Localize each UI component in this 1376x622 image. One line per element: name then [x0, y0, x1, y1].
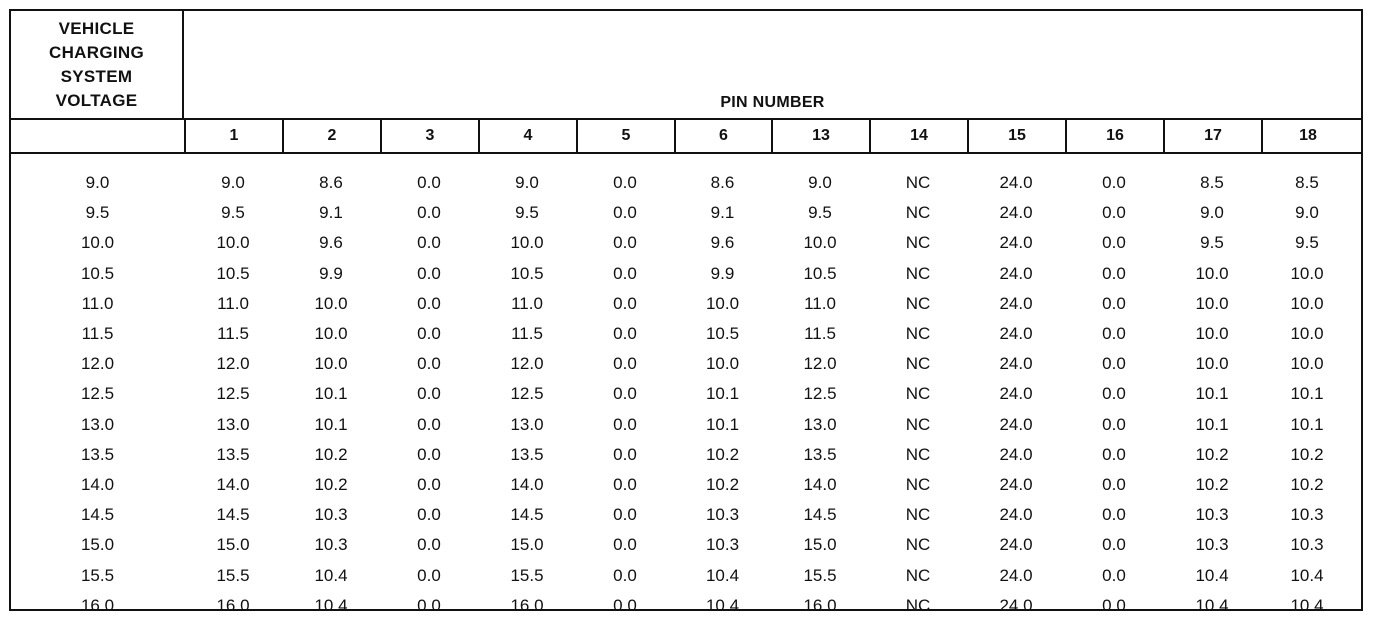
pin-value-cell: 10.1 [314, 414, 348, 434]
voltage-table [9, 9, 1363, 615]
pin-header-cell: 18 [1261, 120, 1353, 152]
pin-value-cell: 0.0 [613, 414, 637, 434]
pin-value-cell: 12.0 [216, 354, 250, 374]
pin-value-cell: 10.4 [314, 565, 348, 585]
pin-value-cell: 10.0 [1290, 263, 1324, 283]
pin-value-cell: 11.5 [511, 324, 543, 344]
table-row [11, 591, 1361, 621]
pin-value-cell: 10.4 [1290, 565, 1324, 585]
pin-value-cell: 14.5 [216, 505, 250, 525]
pin-value-cell: 10.3 [1290, 505, 1324, 525]
pin-header-cell: 6 [674, 120, 771, 152]
pin-value-cell: 0.0 [1102, 354, 1126, 374]
pin-value-cell: 10.0 [314, 354, 348, 374]
pin-value-cell: 13.5 [803, 444, 837, 464]
pin-value-cell: 0.0 [613, 354, 637, 374]
pin-value-cell: 14.5 [803, 505, 837, 525]
pin-value-cell: NC [905, 293, 931, 313]
pin-value-cell: 0.0 [613, 324, 637, 344]
pin-value-cell: 13.5 [216, 444, 250, 464]
voltage-cell: 13.5 [80, 444, 115, 464]
pin-value-cell: 16.0 [510, 595, 544, 615]
pin-value-cell: 15.0 [216, 535, 250, 555]
pin-value-cell: 0.0 [417, 474, 441, 494]
pin-value-cell: 10.3 [1195, 535, 1229, 555]
pin-value-cell: 10.5 [510, 263, 544, 283]
pin-value-cell: 10.0 [803, 233, 837, 253]
pin-value-cell: 10.2 [705, 444, 740, 464]
pin-value-cell: 9.1 [710, 203, 735, 223]
pin-value-cell: 9.5 [1295, 233, 1319, 253]
pin-value-cell: 0.0 [613, 384, 637, 404]
pin-value-cell: 10.2 [1290, 474, 1324, 494]
pin-value-cell: 0.0 [1102, 384, 1126, 404]
pin-value-cell: 0.0 [613, 293, 637, 313]
pin-value-cell: 10.4 [705, 595, 740, 615]
pin-value-cell: 11.5 [217, 324, 249, 344]
pin-value-cell: 10.0 [1290, 354, 1324, 374]
pin-value-cell: 0.0 [417, 293, 441, 313]
pin-value-cell: 9.5 [221, 203, 245, 223]
pin-value-cell: NC [905, 263, 931, 283]
pin-value-cell: 10.4 [705, 565, 740, 585]
pin-value-cell: 13.0 [216, 414, 250, 434]
pin-value-cell: 16.0 [216, 595, 250, 615]
pin-value-cell: 10.0 [510, 233, 544, 253]
pin-value-cell: 10.1 [1290, 414, 1324, 434]
voltage-cell: 13.0 [80, 414, 115, 434]
voltage-cell: 11.0 [81, 293, 114, 313]
pin-value-cell: 10.2 [1195, 474, 1229, 494]
pin-value-cell: 9.0 [221, 173, 245, 193]
pin-value-cell: 0.0 [1102, 505, 1126, 525]
pin-value-cell: 0.0 [417, 173, 441, 193]
pin-value-cell: 9.0 [515, 173, 539, 193]
pin-value-cell: 10.0 [314, 324, 348, 344]
pin-number-row [11, 120, 1361, 154]
pin-value-cell: 15.5 [216, 565, 250, 585]
pin-value-cell: 9.6 [319, 233, 343, 253]
voltage-cell: 15.0 [80, 535, 115, 555]
pin-value-cell: 0.0 [613, 444, 637, 464]
table-row [11, 410, 1361, 440]
pin-value-cell: 16.0 [803, 595, 837, 615]
pin-header-cell: 16 [1065, 120, 1163, 152]
voltage-cell: 16.0 [80, 595, 115, 615]
pin-value-cell: 9.0 [1200, 203, 1224, 223]
pin-value-cell: 24.0 [999, 535, 1033, 555]
pin-value-cell: NC [905, 565, 931, 585]
pin-value-cell: 0.0 [613, 173, 637, 193]
pin-value-cell: 10.0 [216, 233, 250, 253]
pin-value-cell: 11.5 [804, 324, 836, 344]
pin-value-cell: 0.0 [613, 595, 637, 615]
pin-header-cell: 3 [380, 120, 478, 152]
pin-value-cell: 24.0 [999, 384, 1033, 404]
pin-value-cell: 0.0 [417, 595, 441, 615]
pin-value-cell: 0.0 [1102, 173, 1126, 193]
voltage-column-header [11, 11, 184, 118]
table-row [11, 168, 1361, 198]
pin-value-cell: 10.3 [1290, 535, 1324, 555]
pin-value-cell: 10.4 [1290, 595, 1324, 615]
pin-value-cell: 10.1 [1195, 414, 1229, 434]
pin-value-cell: 24.0 [999, 474, 1033, 494]
pin-value-cell: 0.0 [1102, 565, 1126, 585]
pin-value-cell: NC [905, 324, 931, 344]
pin-value-cell: 15.0 [510, 535, 544, 555]
table-row [11, 198, 1361, 228]
pin-value-cell: 10.3 [705, 535, 740, 555]
pin-value-cell: 11.0 [217, 293, 249, 313]
pin-header-cell: 2 [282, 120, 380, 152]
pin-value-cell: 10.0 [705, 293, 740, 313]
pin-header-cell: 17 [1163, 120, 1261, 152]
pin-value-cell: 24.0 [999, 263, 1033, 283]
pin-value-cell: 8.6 [319, 173, 343, 193]
voltage-cell: 12.0 [80, 354, 115, 374]
pin-value-cell: 12.5 [216, 384, 250, 404]
pin-value-cell: 0.0 [417, 505, 441, 525]
pin-value-cell: 11.0 [804, 293, 836, 313]
pin-value-cell: 9.0 [808, 173, 832, 193]
pin-value-cell: 0.0 [1102, 293, 1126, 313]
pin-value-cell: 10.3 [1195, 505, 1229, 525]
pin-value-cell: 24.0 [999, 595, 1033, 615]
pin-value-cell: NC [905, 505, 931, 525]
pin-value-cell: 9.1 [319, 203, 343, 223]
voltage-cell: 10.5 [80, 263, 115, 283]
pin-value-cell: 9.6 [710, 233, 735, 253]
pin-value-cell: 10.2 [1290, 444, 1324, 464]
pin-value-cell: 0.0 [1102, 414, 1126, 434]
voltage-cell: 15.5 [80, 565, 115, 585]
pin-value-cell: 10.4 [1195, 595, 1229, 615]
pin-value-cell: 15.5 [510, 565, 544, 585]
pin-value-cell: 10.3 [314, 505, 348, 525]
pin-value-cell: NC [905, 354, 931, 374]
pin-value-cell: 0.0 [613, 263, 637, 283]
pin-value-cell: 13.0 [803, 414, 837, 434]
pin-value-cell: NC [905, 474, 931, 494]
pin-value-cell: 14.5 [510, 505, 544, 525]
pin-value-cell: 24.0 [999, 173, 1033, 193]
pin-value-cell: 24.0 [999, 565, 1033, 585]
pin-value-cell: 10.0 [1195, 293, 1229, 313]
pin-value-cell: 0.0 [417, 444, 441, 464]
pin-value-cell: 15.5 [803, 565, 837, 585]
voltage-cell: 9.5 [85, 203, 110, 223]
pin-value-cell: 15.0 [803, 535, 837, 555]
table-row [11, 379, 1361, 409]
pin-value-cell: 24.0 [999, 444, 1033, 464]
pin-value-cell: 0.0 [613, 203, 637, 223]
pin-value-cell: 0.0 [1102, 203, 1126, 223]
pin-value-cell: NC [905, 595, 931, 615]
pin-value-cell: 0.0 [1102, 595, 1126, 615]
pin-value-cell: NC [905, 233, 931, 253]
pin-value-cell: 10.4 [1195, 565, 1229, 585]
pin-value-cell: 10.2 [1195, 444, 1229, 464]
pin-value-cell: 9.5 [1200, 233, 1224, 253]
pin-value-cell: 10.1 [314, 384, 348, 404]
pin-value-cell: 9.5 [515, 203, 539, 223]
pin-value-cell: 10.1 [705, 384, 740, 404]
pin-value-cell: NC [905, 203, 931, 223]
pin-value-cell: 10.2 [705, 474, 740, 494]
pin-header-cell: 5 [576, 120, 674, 152]
pin-value-cell: 10.0 [705, 354, 740, 374]
pin-number-header [184, 11, 1361, 118]
pin-value-cell: 0.0 [613, 474, 637, 494]
pin-value-cell: 0.0 [1102, 535, 1126, 555]
pin-value-cell: 8.5 [1295, 173, 1319, 193]
pin-header-blank [11, 120, 184, 152]
table-row [11, 349, 1361, 379]
table-row [11, 319, 1361, 349]
pin-value-cell: 0.0 [417, 233, 441, 253]
voltage-cell: 14.0 [80, 474, 115, 494]
pin-value-cell: 24.0 [999, 233, 1033, 253]
pin-value-cell: 0.0 [417, 535, 441, 555]
pin-value-cell: 10.0 [1195, 354, 1229, 374]
voltage-cell: 12.5 [80, 384, 115, 404]
pin-value-cell: 10.1 [705, 414, 740, 434]
table-row [11, 500, 1361, 530]
pin-header-cell: 15 [967, 120, 1065, 152]
table-row [11, 470, 1361, 500]
table-row [11, 289, 1361, 319]
pin-value-cell: 10.2 [314, 474, 348, 494]
pin-value-cell: 12.5 [510, 384, 544, 404]
pin-value-cell: 24.0 [999, 203, 1033, 223]
pin-value-cell: 0.0 [1102, 233, 1126, 253]
pin-value-cell: 9.5 [808, 203, 832, 223]
pin-value-cell: 14.0 [216, 474, 250, 494]
voltage-cell: 9.0 [85, 173, 110, 193]
pin-header-cell: 4 [478, 120, 576, 152]
pin-value-cell: 12.0 [803, 354, 837, 374]
pin-value-cell: 11.0 [511, 293, 543, 313]
pin-value-cell: 9.0 [1295, 203, 1319, 223]
voltage-cell: 10.0 [80, 233, 115, 253]
table-row [11, 259, 1361, 289]
pin-value-cell: 10.3 [314, 535, 348, 555]
table-row [11, 560, 1361, 590]
table-row [11, 228, 1361, 258]
pin-value-cell: 24.0 [999, 324, 1033, 344]
pin-value-cell: 0.0 [1102, 474, 1126, 494]
pin-value-cell: 10.1 [1195, 384, 1229, 404]
pin-value-cell: 10.5 [803, 263, 837, 283]
voltage-cell: 11.5 [81, 324, 114, 344]
pin-value-cell: 0.0 [1102, 324, 1126, 344]
pin-value-cell: 0.0 [417, 203, 441, 223]
pin-value-cell: 0.0 [417, 324, 441, 344]
pin-value-cell: 10.5 [705, 324, 740, 344]
pin-number-header-label: PIN NUMBER [720, 94, 825, 111]
table-body [11, 154, 1361, 615]
pin-value-cell: 0.0 [1102, 263, 1126, 283]
pin-value-cell: 9.9 [319, 263, 343, 283]
pin-value-cell: 24.0 [999, 354, 1033, 374]
pin-header-cell: 13 [771, 120, 869, 152]
pin-value-cell: 0.0 [613, 535, 637, 555]
pin-value-cell: 0.0 [613, 233, 637, 253]
pin-value-cell: 24.0 [999, 414, 1033, 434]
pin-value-cell: 10.0 [1195, 324, 1229, 344]
table-row [11, 440, 1361, 470]
pin-value-cell: 0.0 [417, 565, 441, 585]
pin-value-cell: 10.0 [1290, 293, 1324, 313]
pin-value-cell: 0.0 [417, 263, 441, 283]
voltage-cell: 14.5 [80, 505, 115, 525]
pin-value-cell: 10.0 [1290, 324, 1324, 344]
pin-value-cell: 13.5 [510, 444, 544, 464]
pin-value-cell: 9.9 [710, 263, 735, 283]
pin-value-cell: NC [905, 535, 931, 555]
pin-value-cell: 10.1 [1290, 384, 1324, 404]
pin-value-cell: 14.0 [803, 474, 837, 494]
pin-value-cell: 8.5 [1200, 173, 1224, 193]
pin-value-cell: 10.4 [314, 595, 348, 615]
pin-value-cell: 10.0 [314, 293, 348, 313]
pin-value-cell: NC [905, 414, 931, 434]
pin-value-cell: 0.0 [417, 414, 441, 434]
pin-value-cell: 10.5 [216, 263, 250, 283]
pin-value-cell: 12.5 [803, 384, 837, 404]
pin-value-cell: NC [905, 173, 931, 193]
pin-value-cell: 0.0 [613, 565, 637, 585]
pin-value-cell: 13.0 [510, 414, 544, 434]
pin-value-cell: 14.0 [510, 474, 544, 494]
pin-value-cell: 10.3 [705, 505, 740, 525]
table-row [11, 530, 1361, 560]
pin-value-cell: 12.0 [510, 354, 544, 374]
pin-value-cell: 0.0 [417, 354, 441, 374]
pin-value-cell: NC [905, 384, 931, 404]
pin-header-cell: 1 [184, 120, 282, 152]
pin-value-cell: 0.0 [417, 384, 441, 404]
pin-header-cell: 14 [869, 120, 967, 152]
pin-value-cell: 24.0 [999, 505, 1033, 525]
pin-value-cell: 24.0 [999, 293, 1033, 313]
pin-value-cell: 10.0 [1195, 263, 1229, 283]
pin-value-cell: 10.2 [314, 444, 348, 464]
pin-value-cell: 0.0 [613, 505, 637, 525]
pin-value-cell: NC [905, 444, 931, 464]
voltage-column-header-label: VEHICLE CHARGING SYSTEM VOLTAGE [49, 18, 144, 110]
pin-value-cell: 0.0 [1102, 444, 1126, 464]
pin-value-cell: 8.6 [710, 173, 735, 193]
